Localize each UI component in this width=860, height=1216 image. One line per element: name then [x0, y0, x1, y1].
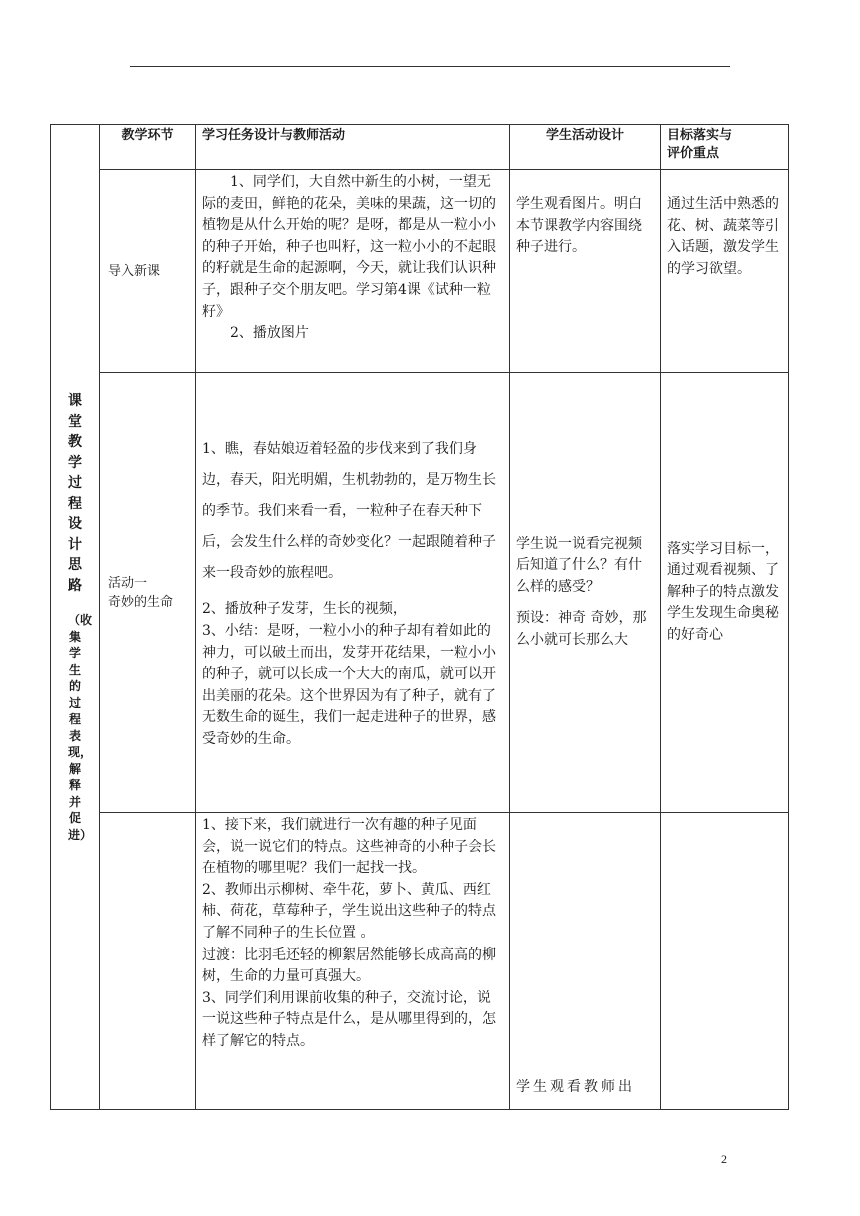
header-student: 学生活动设计	[510, 125, 661, 170]
header-teacher: 学习任务设计与教师活动	[196, 125, 510, 170]
student-activity: 学生观看教师出	[510, 813, 661, 1110]
table-row	[51, 373, 789, 813]
teacher-activity: 1、瞧，春姑娘迈着轻盈的步伐来到了我们身边，春天，阳光明媚，生机勃勃的，是万物生长的季节。我们来看一看，一粒种子在春天种下后，会发生什么样的奇妙变化？一起跟随着种子来一段奇妙的旅程吧。 2、播放种子发芽，生长的视频， 3、小结：是呀，一粒小小的种子却有着如此的神力，可以破土而出，发芽开花结果，一粒小小的种子，就可以长成一个大大的南瓜，就可以开出美丽的花朵。这个世界因为有了种子，就有了无数生命的诞生，我们一起走进种子的世界，感受奇妙的生命。	[196, 373, 510, 813]
header-rule	[130, 66, 730, 67]
header-evaluation: 目标落实与 评价重点	[661, 125, 789, 170]
stage-empty	[100, 813, 196, 1110]
page-number: 2	[721, 1152, 727, 1166]
teacher-activity: 1、接下来，我们就进行一次有趣的种子见面会，说一说它们的特点。这些神奇的小种子会长在植物的哪里呢？我们一起找一找。 2、教师出示柳树、牵牛花，萝卜、黄瓜、西红柿、荷花，草莓种子，学生说出这些种子的特点了解不同种子的生长位置 。 过渡：比羽毛还轻的柳絮居然能够长成高高的柳树，生命的力量可真强大。 3、同学们利用课前收集的种子，交流讨论，说一说这些种子特点是什么，是从哪里得到的，怎样了解它的特点。	[196, 813, 510, 1110]
evaluation-focus: 落实学习目标一，通过观看视频、了解种子的特点激发学生发现生命奥秘的好奇心	[661, 373, 789, 813]
header-stage: 教学环节	[100, 125, 196, 170]
lesson-plan-table	[50, 124, 789, 1110]
table-row	[51, 170, 789, 373]
stage-intro: 导入新课	[100, 170, 196, 373]
table-row	[51, 813, 789, 1110]
student-activity: 学生说一说看完视频后知道了什么？有什么样的感受？ 预设：神奇 奇妙，那么小就可长那么大	[510, 373, 661, 813]
table-header-row	[51, 125, 789, 170]
evaluation-focus	[661, 813, 789, 1110]
stage-activity-one: 活动一 奇妙的生命	[100, 373, 196, 813]
teacher-activity: 1、同学们，大自然中新生的小树，一望无际的麦田，鲜艳的花朵，美味的果蔬，这一切的植物是从什么开始的呢？是呀，都是从一粒小小的种子开始，种子也叫籽，这一粒小小的不起眼的籽就是生命的起源啊，今天，就让我们认识种子，跟种子交个朋友吧。学习第4课《试种一粒籽》 2、播放图片	[196, 170, 510, 373]
process-design-subtitle: （收集学生的过程表现，解释并促进）	[68, 613, 93, 842]
evaluation-focus: 通过生活中熟悉的花、树、蔬菜等引入话题，激发学生的学习欲望。	[661, 170, 789, 373]
left-column-cell	[51, 125, 100, 1110]
process-design-title: 课堂教学过程设计思路	[68, 393, 82, 594]
student-activity: 学生观看图片。明白本节课教学内容围绕种子进行。	[510, 170, 661, 373]
